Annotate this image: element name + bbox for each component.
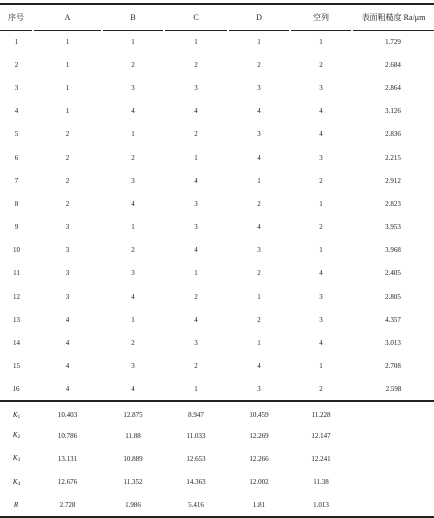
table-row: [0, 76, 434, 99]
cell-roughness: 2.805: [385, 292, 401, 301]
cell-d: 1: [257, 176, 261, 185]
stat-label: [0, 424, 33, 447]
cell-empty-column: 3: [319, 83, 323, 92]
cell-b: 4: [131, 107, 135, 116]
cell-no: 1: [14, 37, 19, 46]
table-row: [0, 262, 434, 285]
cell-a: 4: [65, 362, 70, 371]
cell-d: 2: [257, 315, 261, 324]
cell-a: 4: [65, 339, 70, 348]
cell-roughness: 2.708: [385, 362, 401, 371]
stat-a: 10.786: [57, 431, 78, 440]
cell-roughness: 2.684: [385, 60, 401, 69]
header-c: C: [164, 4, 228, 30]
cell-empty-column: 3: [319, 315, 323, 324]
cell-roughness: 3.953: [385, 223, 401, 232]
stat-row: [0, 424, 434, 447]
cell-a: 1: [65, 83, 70, 92]
table-row: [0, 169, 434, 192]
cell-no: 14: [13, 339, 20, 348]
cell-roughness: 2.836: [385, 130, 401, 139]
cell-d: 2: [257, 269, 261, 278]
cell-a: 3: [65, 223, 70, 232]
cell-a: 2: [65, 199, 70, 208]
cell-c: 2: [194, 362, 198, 371]
cell-c: 3: [194, 199, 198, 208]
table-row: [0, 146, 434, 169]
stat-blank: [352, 471, 434, 494]
cell-no: 11: [13, 269, 20, 278]
cell-empty-column: 2: [290, 378, 352, 401]
cell-no: 8: [14, 199, 19, 208]
stat-c: 8.947: [188, 411, 204, 420]
stat-a: 12.676: [57, 478, 78, 487]
stat-subscript: 3: [17, 458, 21, 464]
cell-roughness: 4.357: [385, 315, 401, 324]
stat-row: [0, 494, 434, 517]
cell-no: 5: [14, 130, 19, 139]
cell-a: 4: [33, 378, 102, 401]
stat-empty-column: 1.013: [290, 494, 352, 517]
stat-c: 11.033: [186, 431, 206, 440]
stat-empty-column: 12.147: [311, 431, 331, 440]
cell-a: 4: [65, 315, 70, 324]
cell-b: 3: [131, 83, 135, 92]
stat-blank: [352, 494, 434, 517]
cell-roughness: 2.823: [385, 199, 401, 208]
cell-empty-column: 4: [319, 107, 323, 116]
cell-empty-column: 1: [319, 199, 323, 208]
cell-d: 1: [257, 292, 261, 301]
cell-roughness: 3.126: [385, 107, 401, 116]
cell-b: 3: [131, 269, 135, 278]
stat-c: 12.653: [186, 454, 206, 463]
cell-empty-column: 2: [319, 176, 323, 185]
cell-d: 4: [257, 153, 261, 162]
header-b: B: [102, 4, 164, 30]
table-row: [0, 355, 434, 378]
cell-roughness: 1.729: [385, 37, 401, 46]
header-roughness: 表面粗糙度 Ra/μm: [352, 4, 434, 30]
cell-a: 1: [65, 60, 70, 69]
cell-empty-column: 2: [319, 60, 323, 69]
cell-a: 3: [65, 292, 70, 301]
cell-a: 3: [65, 246, 70, 255]
stat-b: 10.889: [123, 454, 143, 463]
cell-no: 9: [14, 223, 19, 232]
cell-a: 1: [65, 107, 70, 116]
stat-subscript: 1: [17, 414, 21, 420]
cell-a: 1: [65, 37, 70, 46]
cell-b: 2: [131, 246, 135, 255]
cell-no: 13: [13, 315, 20, 324]
cell-b: 1: [131, 130, 135, 139]
cell-roughness: 3.968: [385, 246, 401, 255]
cell-roughness: 3.013: [385, 339, 401, 348]
stat-label: [0, 494, 33, 517]
cell-no: 4: [14, 107, 19, 116]
cell-d: 4: [257, 362, 261, 371]
orthogonal-test-table: [0, 3, 434, 518]
cell-empty-column: 1: [319, 37, 323, 46]
cell-c: 2: [194, 130, 198, 139]
cell-c: 1: [194, 153, 198, 162]
cell-roughness: 2.215: [385, 153, 401, 162]
cell-no: 6: [14, 153, 19, 162]
cell-no: 3: [14, 83, 19, 92]
stat-b: 12.875: [123, 411, 143, 420]
table-row: [0, 216, 434, 239]
stat-blank: [352, 447, 434, 470]
cell-empty-column: 1: [319, 246, 323, 255]
cell-no: 12: [13, 292, 20, 301]
cell-d: 3: [257, 246, 261, 255]
table-row: [0, 239, 434, 262]
stat-blank: [352, 401, 434, 424]
cell-a: 2: [65, 153, 70, 162]
header-a: A: [33, 4, 102, 30]
cell-d: 2: [257, 199, 261, 208]
cell-c: 2: [194, 292, 198, 301]
stat-c: 5.416: [164, 494, 228, 517]
cell-empty-column: 4: [319, 130, 323, 139]
stat-d: 12.002: [249, 478, 269, 487]
cell-b: 2: [131, 153, 135, 162]
cell-b: 4: [131, 292, 135, 301]
cell-c: 4: [194, 315, 198, 324]
stat-symbol: K: [12, 410, 18, 419]
stat-a: 2.728: [33, 494, 102, 517]
table-row: [0, 192, 434, 215]
header-no: 序号: [0, 4, 33, 30]
cell-b: 1: [131, 315, 135, 324]
cell-d: 3: [257, 83, 261, 92]
cell-c: 3: [194, 223, 198, 232]
cell-c: 2: [194, 60, 198, 69]
stat-d: 12.269: [249, 431, 269, 440]
stat-d: 10.459: [249, 411, 269, 420]
cell-roughness: 2.912: [385, 176, 401, 185]
header-row: [0, 4, 434, 30]
cell-c: 4: [194, 246, 198, 255]
cell-d: 3: [257, 130, 261, 139]
stat-a: 13.131: [57, 454, 78, 463]
cell-empty-column: 3: [319, 292, 323, 301]
table-row: [0, 308, 434, 331]
cell-d: 2: [257, 60, 261, 69]
stat-subscript: 2: [17, 435, 21, 441]
table-row: [0, 53, 434, 76]
cell-b: 4: [131, 199, 135, 208]
stat-row: [0, 447, 434, 470]
cell-no: 10: [13, 246, 20, 255]
cell-c: 3: [194, 339, 198, 348]
stat-a: 10.403: [57, 411, 78, 420]
table-row: [0, 123, 434, 146]
cell-c: 1: [194, 37, 198, 46]
stat-d: 12.266: [249, 454, 269, 463]
cell-c: 1: [194, 269, 198, 278]
stat-empty-column: 12.241: [311, 454, 331, 463]
cell-d: 4: [257, 107, 261, 116]
stat-c: 14.363: [186, 478, 206, 487]
cell-b: 1: [131, 223, 135, 232]
cell-b: 3: [131, 176, 135, 185]
cell-b: 1: [131, 37, 135, 46]
table-row: [0, 285, 434, 308]
cell-a: 3: [65, 269, 70, 278]
stat-symbol: K: [12, 454, 18, 463]
stat-empty-column: 11.228: [311, 411, 331, 420]
stat-empty-column: 11.38: [313, 478, 329, 487]
cell-empty-column: 4: [319, 269, 323, 278]
runs-body: [0, 30, 434, 401]
cell-empty-column: 1: [319, 362, 323, 371]
cell-no: 15: [13, 362, 20, 371]
cell-c: 1: [164, 378, 228, 401]
table-header: [0, 4, 434, 30]
table-row: [0, 378, 434, 401]
header-d: D: [228, 4, 290, 30]
cell-no: 2: [14, 60, 19, 69]
stat-row: [0, 401, 434, 424]
cell-a: 2: [65, 176, 70, 185]
cell-b: 2: [131, 339, 135, 348]
stat-subscript: 4: [17, 481, 21, 487]
header-empty-column: 空列: [290, 4, 352, 30]
cell-a: 2: [65, 130, 70, 139]
stat-blank: [352, 424, 434, 447]
stat-symbol: K: [12, 477, 18, 486]
cell-empty-column: 2: [319, 223, 323, 232]
cell-no: 7: [14, 176, 19, 185]
cell-b: 4: [102, 378, 164, 401]
stat-d: 1.81: [228, 494, 290, 517]
stat-label: [0, 447, 33, 470]
cell-roughness: 2.864: [385, 83, 401, 92]
cell-d: 1: [257, 339, 261, 348]
cell-d: 1: [257, 37, 261, 46]
stat-row: [0, 471, 434, 494]
stat-symbol: R: [13, 500, 19, 509]
table-row: [0, 331, 434, 354]
cell-b: 3: [131, 362, 135, 371]
stat-b: 11.352: [123, 478, 143, 487]
cell-empty-column: 3: [319, 153, 323, 162]
stat-label: [0, 401, 33, 424]
cell-c: 3: [194, 83, 198, 92]
stat-b: 11.88: [125, 431, 141, 440]
cell-c: 4: [194, 176, 198, 185]
cell-no: 16: [0, 378, 33, 401]
stat-symbol: K: [12, 431, 18, 440]
stat-label: [0, 471, 33, 494]
cell-empty-column: 4: [319, 339, 323, 348]
cell-roughness: 2.405: [385, 269, 401, 278]
cell-d: 3: [228, 378, 290, 401]
cell-b: 2: [131, 60, 135, 69]
table-row: [0, 30, 434, 53]
cell-c: 4: [194, 107, 198, 116]
stats-body: [0, 401, 434, 517]
cell-roughness: 2.598: [352, 378, 434, 401]
cell-d: 4: [257, 223, 261, 232]
table-row: [0, 100, 434, 123]
stat-b: 1.986: [102, 494, 164, 517]
